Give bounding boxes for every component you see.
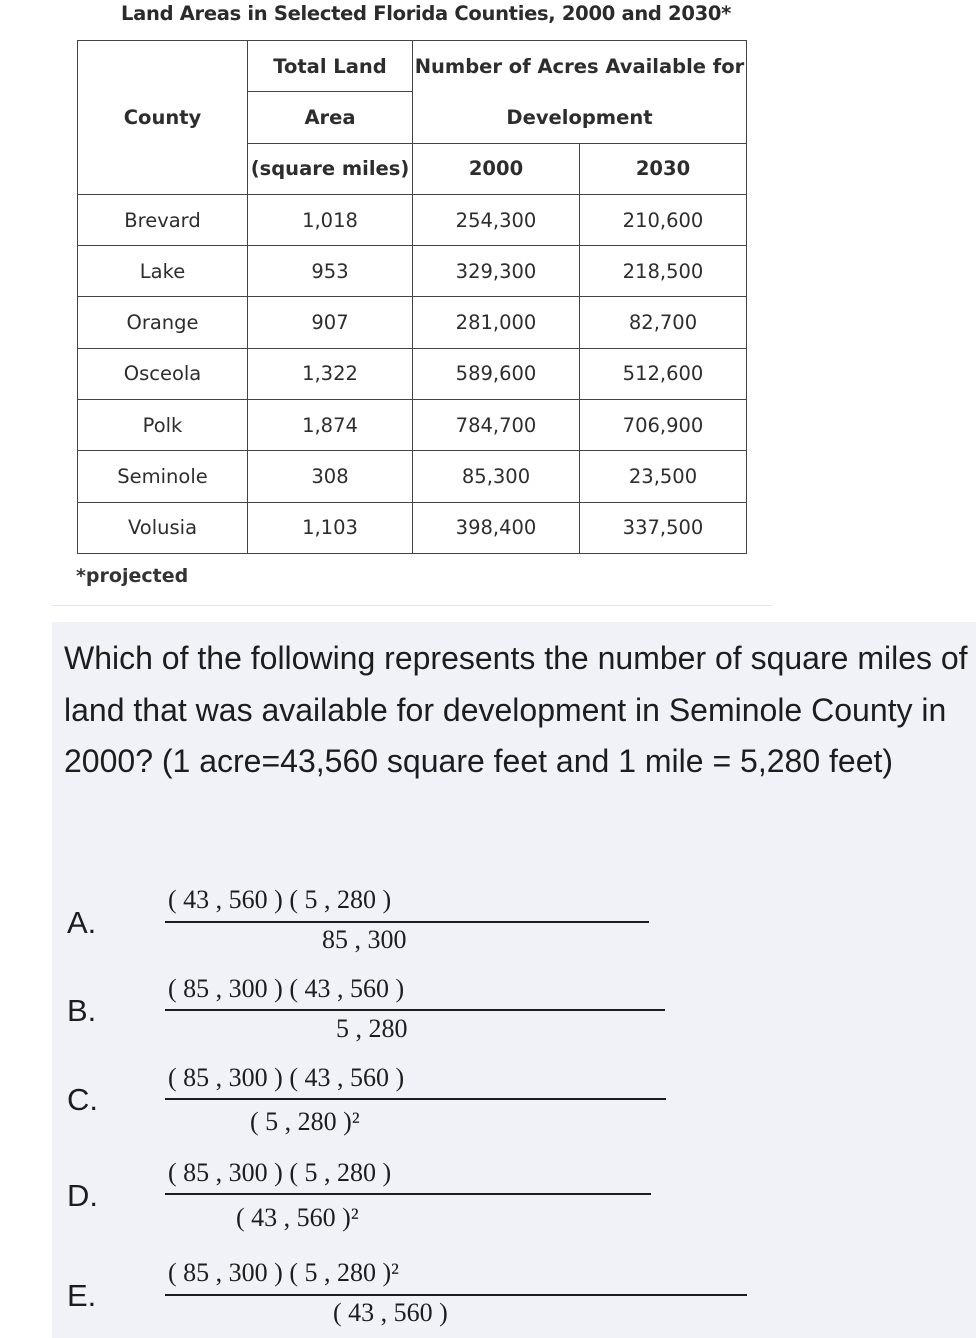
option-numerator: ( 85 , 300 ) ( 43 , 560 ) (168, 974, 405, 1003)
cell-area: 953 (248, 246, 413, 297)
cell-acres-2000: 281,000 (413, 297, 580, 348)
table-row (78, 502, 747, 553)
table-row (78, 348, 747, 399)
option-numerator: ( 85 , 300 ) ( 5 , 280 )² (168, 1258, 399, 1287)
table-row (78, 400, 747, 451)
cell-area: 907 (248, 297, 413, 348)
fraction-bar (165, 1009, 665, 1011)
option-denominator: ( 5 , 280 )² (250, 1107, 360, 1136)
table-row (78, 194, 747, 245)
cell-acres-2000: 329,300 (413, 246, 580, 297)
option-letter: E. (67, 1278, 97, 1313)
table-title: Land Areas in Selected Florida Counties, 2000 and 2030* (121, 2, 732, 25)
cell-county: Brevard (78, 194, 248, 245)
header-area-line3: (square miles) (248, 143, 413, 194)
option-letter: B. (67, 993, 97, 1028)
option-denominator: ( 43 , 560 ) (333, 1298, 448, 1327)
cell-acres-2030: 23,500 (580, 451, 747, 502)
option-denominator: 85 , 300 (322, 925, 407, 954)
question-text: Which of the following represents the number of square miles of land that was available for development in Seminole County in 2000? (1 acre=43,560 square feet and 1 mile = 5,280 feet) (64, 640, 968, 779)
cell-acres-2030: 512,600 (580, 348, 747, 399)
header-area-line2: Area (248, 92, 413, 143)
option-letter: D. (67, 1178, 98, 1213)
cell-area: 308 (248, 451, 413, 502)
header-area-line1: Total Land (248, 41, 413, 92)
cell-county: Lake (78, 246, 248, 297)
cell-county: Osceola (78, 348, 248, 399)
option-denominator: 5 , 280 (336, 1014, 408, 1043)
fraction-bar (165, 1294, 747, 1296)
cell-county: Orange (78, 297, 248, 348)
fraction-bar (165, 1193, 651, 1195)
option-letter: C. (67, 1082, 98, 1117)
fraction-bar (165, 1098, 666, 1100)
header-acres-line1: Number of Acres Available for (413, 41, 747, 92)
cell-area: 1,018 (248, 194, 413, 245)
table-row (78, 451, 747, 502)
table-footnote: *projected (76, 565, 189, 587)
cell-acres-2030: 210,600 (580, 194, 747, 245)
option-denominator: ( 43 , 560 )² (236, 1203, 359, 1232)
cell-acres-2000: 254,300 (413, 194, 580, 245)
cell-acres-2030: 706,900 (580, 400, 747, 451)
land-areas-table (77, 40, 747, 554)
cell-acres-2000: 589,600 (413, 348, 580, 399)
cell-acres-2030: 218,500 (580, 246, 747, 297)
option-letter: A. (67, 905, 97, 940)
header-year-2030: 2030 (580, 143, 747, 194)
cell-area: 1,322 (248, 348, 413, 399)
fraction-bar (165, 921, 649, 923)
header-acres-line2: Development (413, 92, 747, 143)
cell-acres-2030: 337,500 (580, 502, 747, 553)
header-year-2000: 2000 (413, 143, 580, 194)
cell-acres-2000: 398,400 (413, 502, 580, 553)
header-county: County (78, 41, 248, 195)
option-numerator: ( 43 , 560 ) ( 5 , 280 ) (168, 885, 392, 914)
cell-acres-2000: 784,700 (413, 400, 580, 451)
cell-county: Seminole (78, 451, 248, 502)
cell-area: 1,874 (248, 400, 413, 451)
cell-area: 1,103 (248, 502, 413, 553)
table-row (78, 297, 747, 348)
table-row (78, 246, 747, 297)
cell-acres-2000: 85,300 (413, 451, 580, 502)
cell-acres-2030: 82,700 (580, 297, 747, 348)
option-numerator: ( 85 , 300 ) ( 5 , 280 ) (168, 1158, 392, 1187)
option-numerator: ( 85 , 300 ) ( 43 , 560 ) (168, 1063, 405, 1092)
cell-county: Volusia (78, 502, 248, 553)
cell-county: Polk (78, 400, 248, 451)
divider (52, 605, 772, 606)
